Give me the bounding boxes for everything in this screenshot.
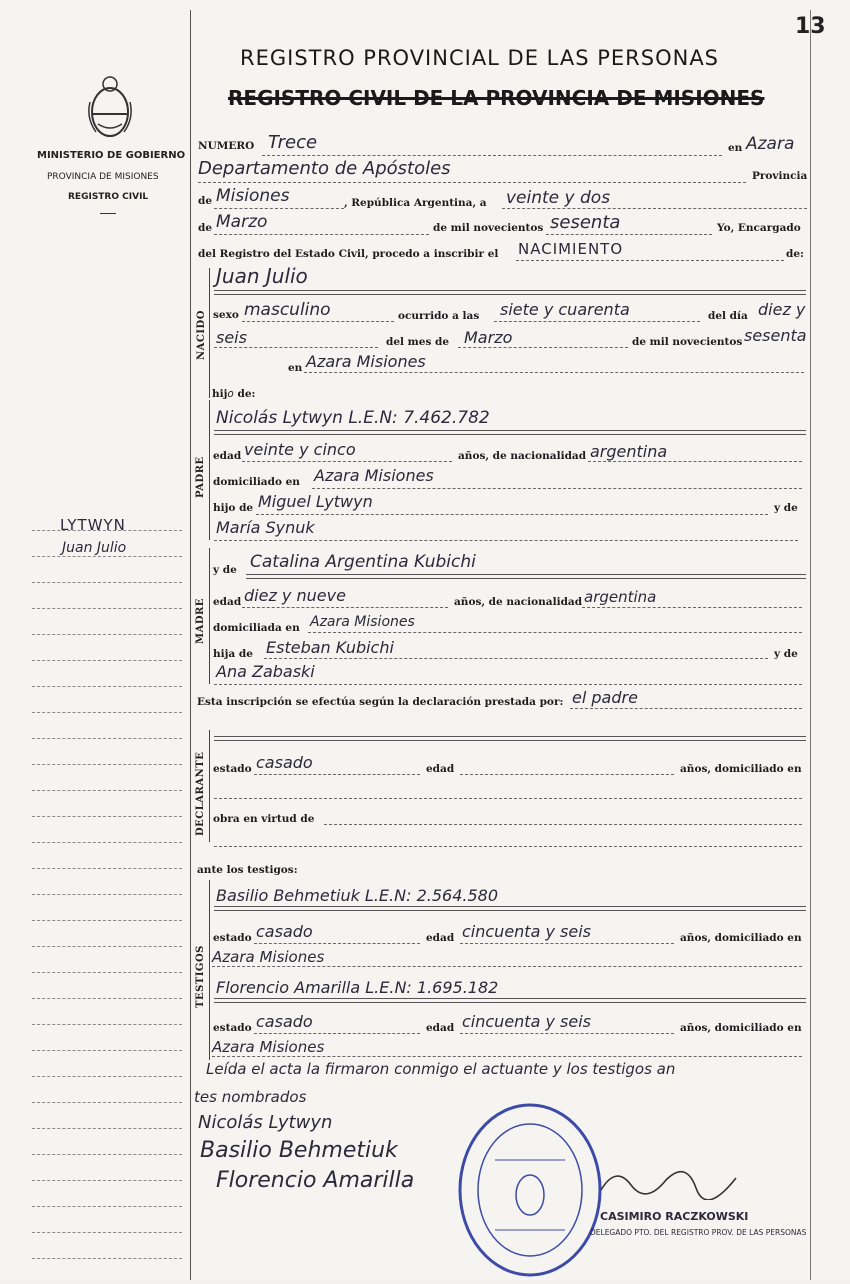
label-obra: obra en virtud de: [213, 813, 315, 825]
rule: [214, 998, 806, 999]
rule: [212, 966, 802, 967]
label-hijo-de: de:: [237, 388, 256, 400]
page-number: 13: [795, 14, 826, 39]
label-de-mes: de: [198, 222, 213, 234]
rule: [214, 294, 806, 295]
label-de-mil: de mil novecientos: [433, 222, 544, 234]
rule: [254, 1033, 420, 1034]
label-padre-edad: edad: [213, 450, 242, 462]
label-declaracion: Esta inscripción se efectúa según la declaración prestada por:: [197, 696, 564, 708]
value-t1-dom: Azara Misiones: [212, 948, 325, 966]
rule: [214, 798, 802, 799]
value-madre-nac: argentina: [584, 588, 657, 606]
label-sexo: sexo: [213, 309, 239, 321]
declarante-bracket: [209, 730, 210, 842]
label-madre-y-de2: y de: [774, 648, 798, 660]
label-provincia: Provincia: [752, 170, 808, 182]
value-madre-nombre: Catalina Argentina Kubichi: [250, 552, 476, 572]
nacido-bracket: [209, 268, 210, 398]
label-t1-edad: edad: [426, 932, 455, 944]
value-madre-dom: Azara Misiones: [310, 614, 415, 630]
label-madre-edad: edad: [213, 596, 242, 608]
testigos-bracket: [209, 880, 210, 1060]
label-en: en: [728, 142, 743, 154]
ministry-label: MINISTERIO DE GOBIERNO: [37, 150, 186, 161]
rule: [214, 684, 802, 685]
label-madre-dom: domiciliada en: [213, 622, 300, 634]
value-madre-edad: diez y nueve: [244, 586, 346, 605]
label-del-mes: del mes de: [386, 336, 450, 348]
rule: [308, 632, 802, 633]
rule: [214, 290, 806, 291]
label-yo-encargado: Yo, Encargado: [717, 222, 801, 234]
margin-surname: LYTWYN: [60, 516, 126, 534]
label-ocurrido: ocurrido a las: [398, 310, 480, 322]
official-title: DELEGADO PTO. DEL REGISTRO PROV. DE LAS PERSONAS: [590, 1228, 807, 1237]
margin-names: Juan Julio: [62, 540, 127, 556]
rule: [460, 774, 674, 775]
label-madre: MADRE: [195, 598, 206, 644]
value-padre-madre: María Synuk: [216, 518, 315, 537]
rule: [458, 347, 628, 348]
label-t2-edad: edad: [426, 1022, 455, 1034]
rule: [246, 574, 806, 575]
label-nacido: NACIDO: [196, 310, 207, 360]
rule: [256, 514, 768, 515]
label-declarante: DECLARANTE: [195, 751, 206, 836]
rule: [254, 774, 420, 775]
value-sexo: masculino: [244, 300, 331, 320]
rule: [242, 321, 394, 322]
label-hij: hij: [212, 388, 228, 400]
label-decl-estado: estado: [213, 763, 252, 775]
value-madre-madre: Ana Zabaski: [216, 662, 315, 681]
label-en-lugar: en: [288, 362, 303, 374]
label-ante-testigos: ante los testigos:: [197, 864, 298, 876]
header-rule: [100, 213, 116, 214]
rule: [570, 708, 802, 709]
province-label: PROVINCIA DE MISIONES: [47, 172, 159, 182]
madre-bracket: [209, 548, 210, 684]
signature-padre: Nicolás Lytwyn: [198, 1112, 333, 1133]
closing-line1: Leída el acta la firmaron conmigo el actuante y los testigos an: [206, 1060, 676, 1078]
label-madre-hija-de: hija de: [213, 648, 253, 660]
rule: [304, 372, 804, 373]
label-madre-y-de: y de: [213, 564, 237, 576]
title-line1: REGISTRO PROVINCIAL DE LAS PERSONAS: [240, 46, 720, 70]
value-hijo-suffix: o: [227, 388, 234, 400]
rule: [214, 434, 806, 435]
label-de: de: [198, 195, 213, 207]
closing-line2: tes nombrados: [194, 1088, 307, 1106]
value-mes-nac: Marzo: [464, 328, 513, 347]
rule: [254, 943, 420, 944]
value-lugar-nac: Azara Misiones: [306, 352, 426, 371]
value-padre-edad: veinte y cinco: [244, 440, 356, 459]
label-madre-anos-nac: años, de nacionalidad: [454, 596, 583, 608]
label-numero: NUMERO: [198, 140, 255, 152]
value-numero: Trece: [268, 132, 318, 153]
value-dia-nac2: seis: [216, 328, 247, 347]
value-testigo2: Florencio Amarilla L.E.N: 1.695.182: [216, 978, 499, 997]
label-padre-anos-nac: años, de nacionalidad: [458, 450, 587, 462]
rule: [262, 155, 722, 156]
rule: [214, 906, 806, 907]
value-provincia: Misiones: [216, 186, 290, 206]
label-padre-dom: domiciliado en: [213, 476, 300, 488]
value-t2-estado: casado: [256, 1012, 313, 1031]
label-t2-anos-dom: años, domiciliado en: [680, 1022, 802, 1034]
value-hora: siete y cuarenta: [500, 300, 630, 319]
value-nombre: Juan Julio: [216, 264, 308, 288]
value-t2-edad: cincuenta y seis: [462, 1012, 591, 1031]
rule: [546, 234, 712, 235]
signature-testigo1: Basilio Behmetiuk: [200, 1138, 398, 1163]
coat-of-arms-icon: [86, 72, 134, 144]
label-decl-edad: edad: [426, 763, 455, 775]
official-signature: [596, 1160, 746, 1205]
rule: [214, 234, 429, 235]
label-t1-estado: estado: [213, 932, 252, 944]
value-padre-nombre: Nicolás Lytwyn L.E.N: 7.462.782: [216, 408, 490, 428]
left-column-border: [190, 10, 191, 1280]
rule: [502, 208, 807, 209]
rule: [214, 430, 806, 431]
rule: [582, 607, 802, 608]
value-dia-nac: diez y: [758, 300, 806, 319]
rule: [214, 347, 378, 348]
label-republica: , República Argentina, a: [344, 197, 487, 209]
office-label: REGISTRO CIVIL: [68, 192, 149, 202]
value-departamento: Departamento de Apóstoles: [198, 158, 451, 179]
right-page-border: [810, 10, 811, 1280]
rule: [246, 578, 806, 579]
official-name: CASIMIRO RACZKOWSKI: [600, 1210, 749, 1223]
rule: [588, 461, 802, 462]
label-de-mil2: de mil novecientos: [632, 336, 743, 348]
value-anio-nac: sesenta: [744, 326, 807, 345]
rule: [214, 540, 798, 541]
rule: [324, 824, 802, 825]
label-t1-anos-dom: años, domiciliado en: [680, 932, 802, 944]
value-padre-nac: argentina: [590, 442, 668, 461]
label-testigos: TESTIGOS: [195, 945, 206, 1008]
rule: [214, 736, 806, 737]
value-testigo1: Basilio Behmetiuk L.E.N: 2.564.580: [216, 886, 498, 905]
rule: [312, 488, 802, 489]
rule: [198, 182, 746, 183]
rule: [242, 607, 448, 608]
value-acto: NACIMIENTO: [518, 240, 624, 258]
rule: [212, 1056, 802, 1057]
rule: [460, 1033, 674, 1034]
rule: [214, 1002, 806, 1003]
value-fecha-anio: sesenta: [550, 212, 621, 233]
label-de-colon: de:: [786, 248, 804, 260]
value-madre-padre: Esteban Kubichi: [266, 638, 394, 657]
value-localidad: Azara: [746, 134, 795, 154]
rule: [494, 321, 700, 322]
value-t2-dom: Azara Misiones: [212, 1038, 325, 1056]
rule: [214, 740, 806, 741]
label-padre-y-de: y de: [774, 502, 798, 514]
label-hijo: [212, 388, 255, 400]
rule: [214, 208, 344, 209]
value-t1-estado: casado: [256, 922, 313, 941]
rule: [264, 658, 768, 659]
signature-testigo2: Florencio Amarilla: [216, 1168, 415, 1193]
title-line2-struck: REGISTRO CIVIL DE LA PROVINCIA DE MISIONES: [228, 86, 765, 110]
value-padre-dom: Azara Misiones: [314, 466, 434, 485]
value-padre-padre: Miguel Lytwyn: [258, 492, 373, 511]
label-del-dia: del día: [708, 310, 748, 322]
value-declarante: el padre: [572, 688, 638, 707]
rule: [242, 461, 452, 462]
official-seal-stamp: [455, 1100, 605, 1284]
label-t2-estado: estado: [213, 1022, 252, 1034]
rule: [214, 846, 802, 847]
value-fecha-dia: veinte y dos: [506, 188, 611, 208]
label-padre: PADRE: [195, 456, 206, 498]
rule: [516, 260, 784, 261]
rule: [460, 943, 674, 944]
padre-bracket: [209, 400, 210, 540]
label-decl-anos-dom: años, domiciliado en: [680, 763, 802, 775]
label-padre-hijo-de: hijo de: [213, 502, 254, 514]
label-del-registro: del Registro del Estado Civil, procedo a inscribir el: [198, 248, 499, 260]
value-t1-edad: cincuenta y seis: [462, 922, 591, 941]
value-decl-estado: casado: [256, 753, 313, 772]
value-fecha-mes: Marzo: [216, 212, 268, 232]
rule: [214, 910, 806, 911]
